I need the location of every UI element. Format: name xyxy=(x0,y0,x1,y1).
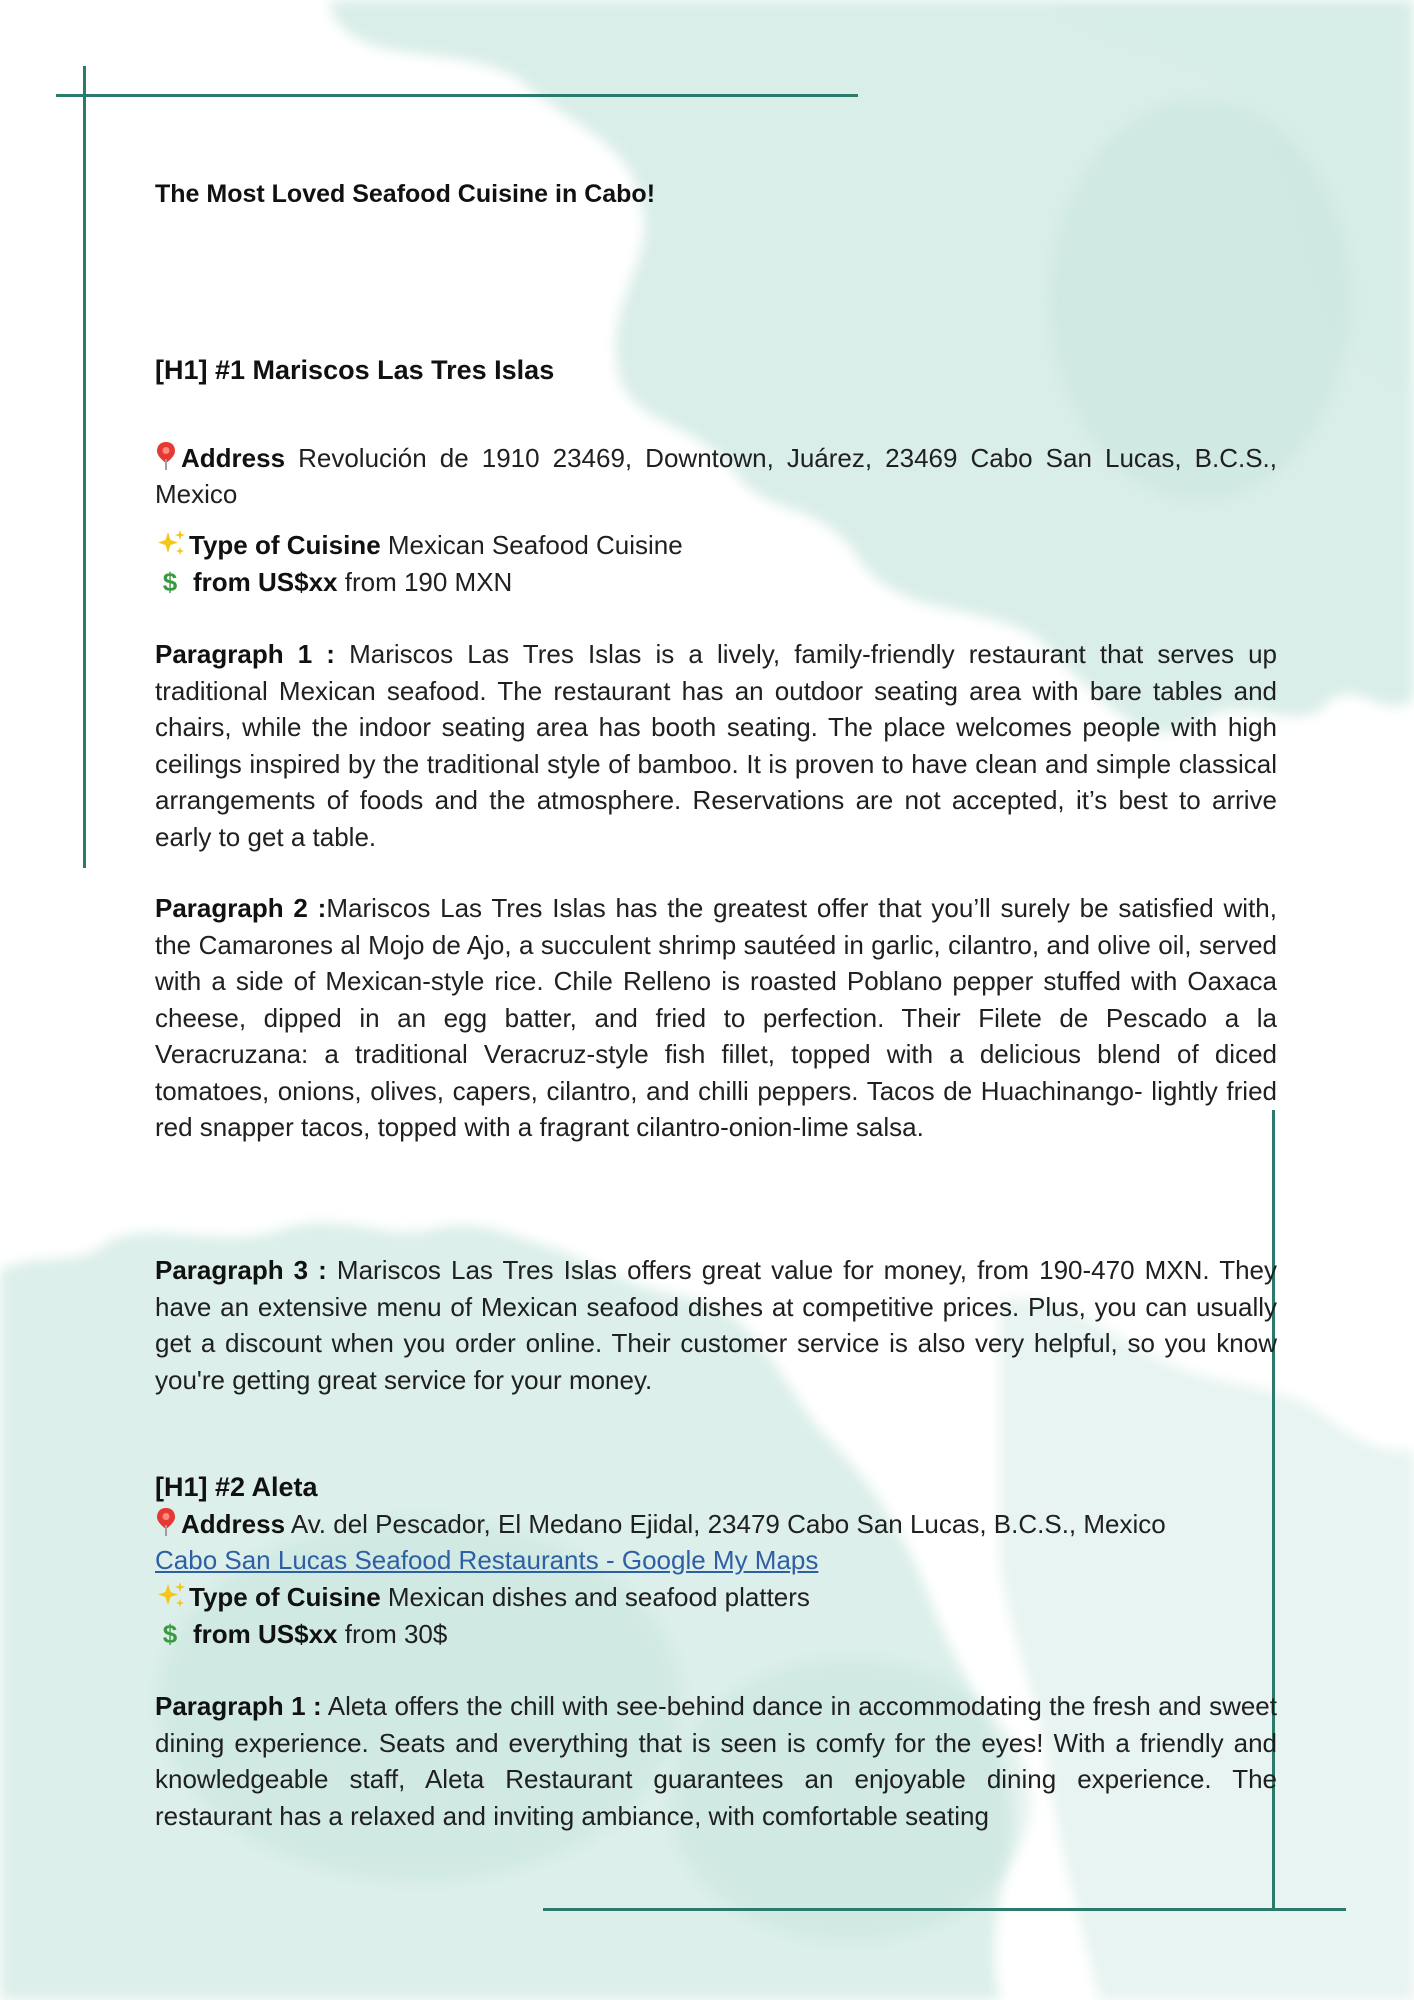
address-line xyxy=(155,1506,1166,1542)
restaurant-paragraph xyxy=(155,636,1277,855)
sparkles-icon xyxy=(155,1580,187,1610)
price-value: from 30$ xyxy=(344,1619,448,1649)
map-pin-icon xyxy=(155,441,177,471)
dollar-sign-icon: $ xyxy=(162,1619,178,1649)
cuisine-line xyxy=(155,527,683,563)
frame-left-line xyxy=(83,66,86,868)
price-label: from US$xx xyxy=(193,567,338,597)
restaurant-paragraph xyxy=(155,1688,1277,1834)
address-label: Address xyxy=(181,1509,286,1539)
cuisine-value: Mexican dishes and seafood platters xyxy=(387,1582,810,1612)
cuisine-label: Type of Cuisine xyxy=(189,530,381,560)
cuisine-line xyxy=(155,1579,810,1615)
map-pin-icon xyxy=(155,1507,177,1537)
paragraph-text: Mariscos Las Tres Islas has the greatest offer that you’ll surely be satisfied with, the Camarones al Mojo de Ajo, a succulent shrimp sautéed in garlic, cilantro, and olive oil, served with a side of Mexican-style rice. Chile Relleno is roasted Poblano pepper stuffed with Oaxaca cheese, dipped in an egg batter, and fried to perfection. Their Filete de Pescado a la Veracruzana: a traditional Veracruz-style fish fillet, topped with a delicious blend of diced tomatoes, onions, olives, capers, cilantro, and chilli peppers. Tacos de Huachinango- lightly fried red snapper tacos, topped with a fragrant cilantro-onion-lime salsa. xyxy=(155,893,1277,1142)
dollar-sign-icon: $ xyxy=(162,567,178,597)
address-line xyxy=(155,440,1277,512)
address-label: Address xyxy=(181,443,286,473)
document-title: The Most Loved Seafood Cuisine in Cabo! xyxy=(155,180,656,208)
paragraph-text: Mariscos Las Tres Islas offers great value for money, from 190-470 MXN. They have an extensive menu of Mexican seafood dishes at competitive prices. Plus, you can usually get a discount when you order online. Their customer service is also very helpful, so you know you're getting great service for your money. xyxy=(155,1255,1278,1395)
maps-link-line xyxy=(155,1542,818,1578)
paragraph-label: Paragraph 3 : xyxy=(155,1255,327,1285)
google-maps-link[interactable]: Cabo San Lucas Seafood Restaurants - Google My Maps xyxy=(155,1545,819,1575)
price-line xyxy=(155,1616,447,1652)
sparkles-icon xyxy=(155,528,187,558)
paragraph-label: Paragraph 1 : xyxy=(155,1691,322,1721)
paragraph-text: Mariscos Las Tres Islas is a lively, family-friendly restaurant that serves up traditional Mexican seafood. The restaurant has an outdoor seating area with bare tables and chairs, while the indoor seating area has booth seating. The place welcomes people with high ceilings inspired by the traditional style of bamboo. It is proven to have clean and simple classical arrangements of foods and the atmosphere. Reservations are not accepted, it’s best to arrive early to get a table. xyxy=(155,639,1277,852)
paragraph-text: Aleta offers the chill with see-behind dance in accommodating the fresh and sweet dining experience. Seats and everything that is seen is comfy for the eyes! With a friendly and knowledgeable staff, Aleta Restaurant guarantees an enjoyable dining experience. The restaurant has a relaxed and inviting ambiance, with comfortable seating xyxy=(155,1691,1277,1831)
cuisine-label: Type of Cuisine xyxy=(189,1582,381,1612)
price-value: from 190 MXN xyxy=(344,567,513,597)
price-label: from US$xx xyxy=(193,1619,338,1649)
restaurant-paragraph xyxy=(155,1252,1277,1398)
restaurant-paragraph xyxy=(155,890,1277,1146)
frame-top-line xyxy=(56,94,858,97)
restaurant-heading: [H1] #2 Aleta xyxy=(155,1472,318,1502)
restaurant-heading: [H1] #1 Mariscos Las Tres Islas xyxy=(155,355,555,385)
address-value: Revolución de 1910 23469, Downtown, Juárez, 23469 Cabo San Lucas, B.C.S., Mexico xyxy=(155,443,1277,509)
price-line xyxy=(155,564,512,600)
address-value: Av. del Pescador, El Medano Ejidal, 23479 Cabo San Lucas, B.C.S., Mexico xyxy=(290,1509,1166,1539)
frame-bottom-line xyxy=(543,1908,1346,1911)
cuisine-value: Mexican Seafood Cuisine xyxy=(387,530,683,560)
paragraph-label: Paragraph 1 : xyxy=(155,639,335,669)
paragraph-label: Paragraph 2 : xyxy=(155,893,327,923)
